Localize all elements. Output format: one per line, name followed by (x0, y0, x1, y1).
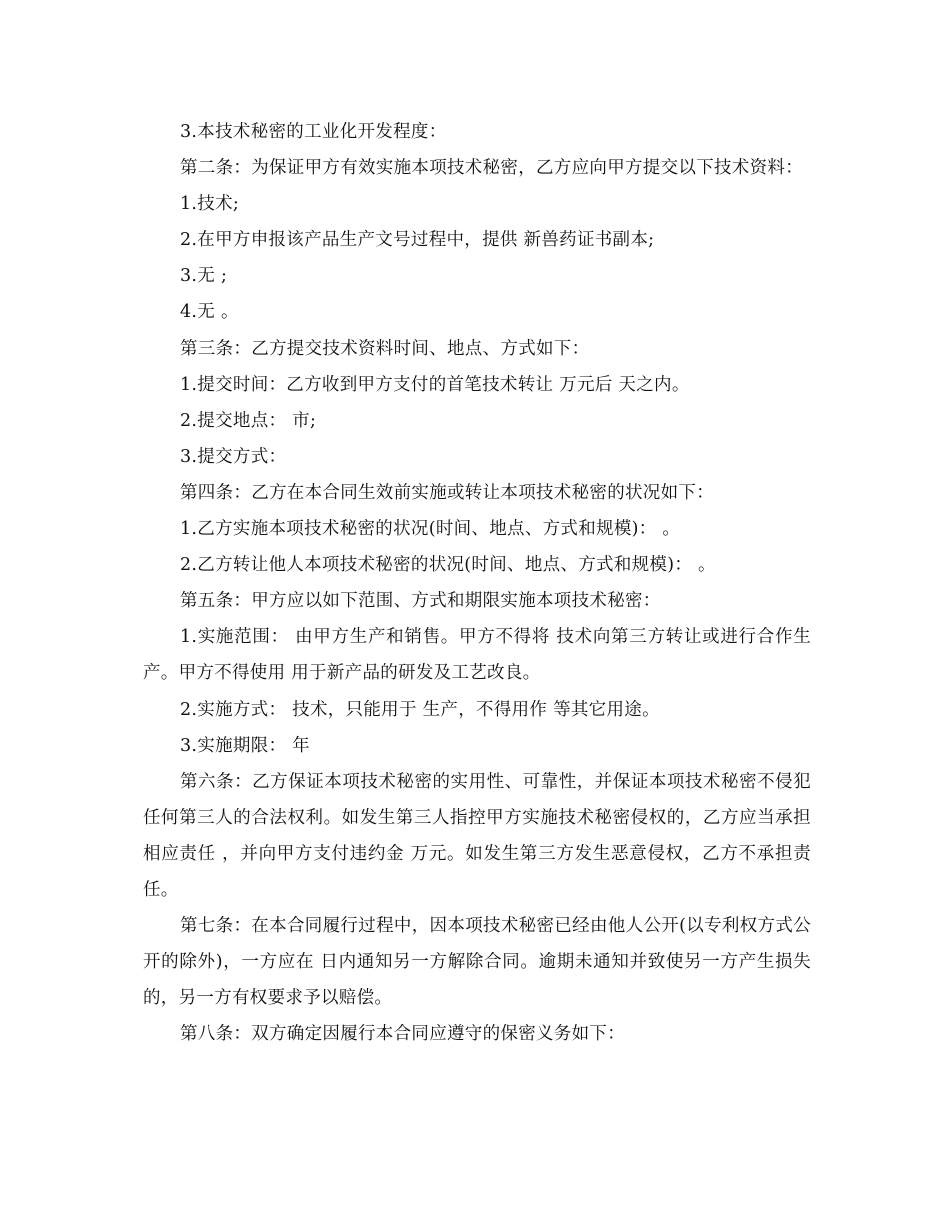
paragraph-article-2-item-3: 3.无 ; (180, 266, 228, 287)
paragraph-article-5: 第五条：甲方应以如下范围、方式和期限实施本项技术秘密： (180, 591, 661, 612)
paragraph-industrialization-degree: 3.本技术秘密的工业化开发程度： (180, 122, 447, 142)
paragraph-article-4-item-1: 1.乙方实施本项技术秘密的状况(时间、地点、方式和规模)： 。 (180, 519, 681, 540)
document-body (143, 114, 811, 1052)
paragraph-article-2-item-2: 2.在甲方申报该产品生产文号过程中，提供 新兽药证书副本; (180, 230, 655, 251)
paragraph-article-2: 第二条：为保证甲方有效实施本项技术秘密，乙方应向甲方提交以下技术资料： (180, 158, 803, 179)
paragraph-article-2-item-4: 4.无 。 (180, 302, 239, 323)
paragraph-article-4-item-2: 2.乙方转让他人本项技术秘密的状况(时间、地点、方式和规模)： 。 (180, 555, 716, 576)
paragraph-article-3-item-2: 2.提交地点： 市; (180, 410, 317, 431)
paragraph-article-5-item-3: 3.实施期限： 年 (180, 735, 310, 756)
paragraph-article-2-item-1: 1.技术; (180, 194, 240, 215)
paragraph-article-5-item-1: 1.实施范围： 由甲方生产和销售。甲方不得将 技术向第三方转让或进行合作生产。甲方不得使用 用于新产品的研发及工艺改良。 (143, 627, 811, 684)
paragraph-article-7: 第七条：在本合同履行过程中，因本项技术秘密已经由他人公开(以专利权方式公开的除外)，一方应在 日内通知另一方解除合同。逾期未通知并致使另一方产生损失的，另一方有权要求予以赔偿。 (143, 916, 811, 1009)
paragraph-article-6: 第六条：乙方保证本项技术秘密的实用性、可靠性，并保证本项技术秘密不侵犯任何第三人的合法权利。如发生第三人指控甲方实施技术秘密侵权的，乙方应当承担相应责任 ，并向甲方支付违约金 万元。如发生第三方发生恶意侵权，乙方不承担责任。 (143, 771, 811, 900)
paragraph-article-5-item-2: 2.实施方式： 技术，只能用于 生产，不得用作 等其它用途。 (180, 699, 660, 720)
paragraph-article-3: 第三条：乙方提交技术资料时间、地点、方式如下： (180, 338, 590, 359)
paragraph-article-3-item-3: 3.提交方式： (180, 446, 287, 467)
paragraph-article-3-item-1: 1.提交时间：乙方收到甲方支付的首笔技术转让 万元后 天之内。 (180, 374, 690, 395)
paragraph-article-8: 第八条：双方确定因履行本合同应遵守的保密义务如下： (180, 1024, 625, 1045)
paragraph-article-4: 第四条：乙方在本合同生效前实施或转让本项技术秘密的状况如下： (180, 482, 714, 503)
